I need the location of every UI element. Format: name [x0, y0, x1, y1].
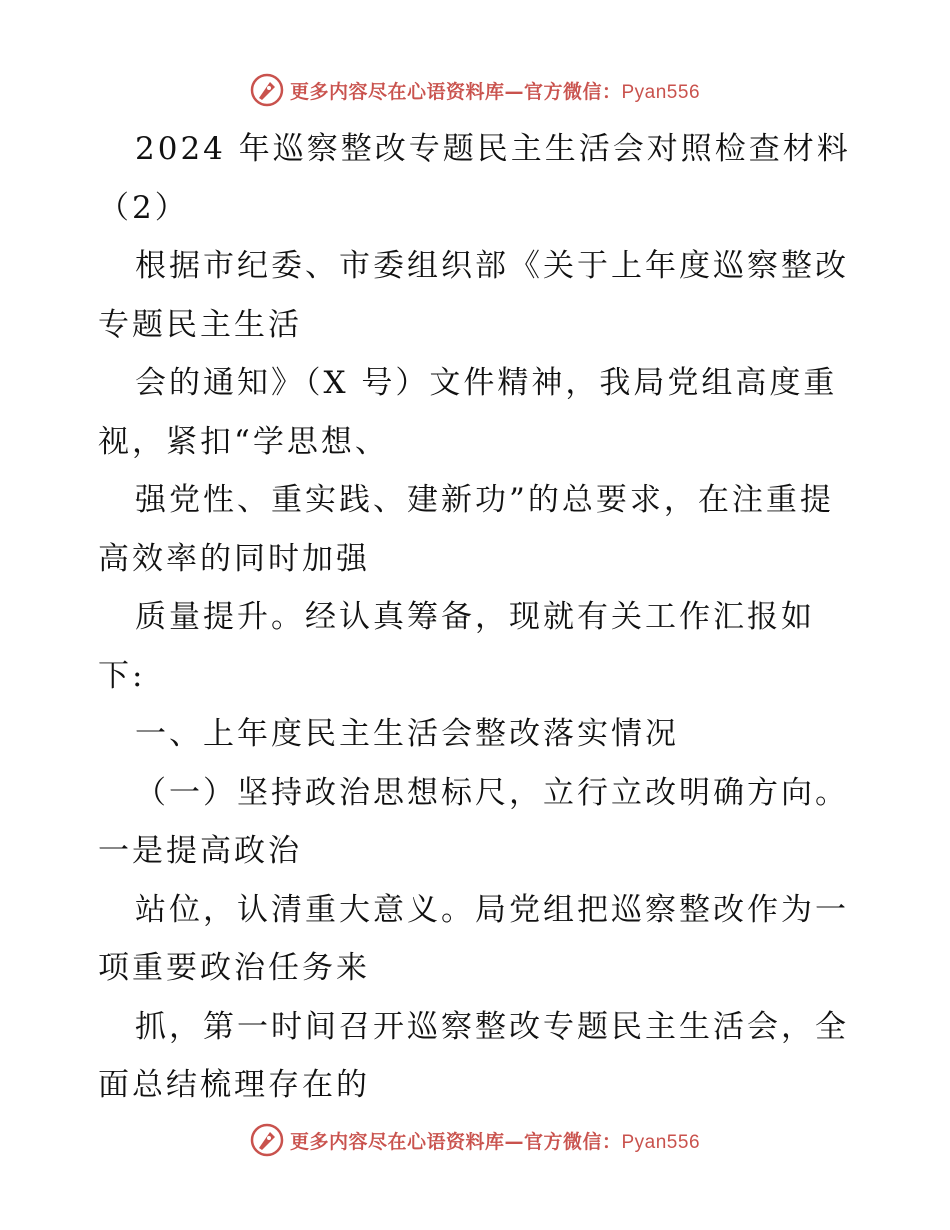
watermark-header [0, 70, 950, 110]
watermark-text: 更多内容尽在心语资料库—官方微信：Pyan556 [289, 80, 701, 103]
paragraph-line: 抓，第一时间召开巡察整改专题民主生活会，全 [135, 1008, 849, 1045]
document-body [98, 120, 858, 1115]
watermark-wechat-id: Pyan556 [621, 81, 701, 103]
section-heading: 一、上年度民主生活会整改落实情况 [135, 716, 679, 752]
document-title: 2024 年巡察整改专题民主生活会对照检查材料 [135, 131, 851, 167]
pen-nib-logo-icon [250, 1123, 284, 1157]
paragraph-line: 质量提升。经认真筹备，现就有关工作汇报如 [135, 599, 815, 635]
watermark-wechat-id: Pyan556 [621, 1131, 701, 1153]
paragraph-line: 一是提高政治 [98, 833, 302, 869]
document-title-continuation: （2） [98, 189, 189, 226]
subsection-heading: （一）坚持政治思想标尺，立行立改明确方向。 [135, 774, 849, 811]
paragraph-line: 专题民主生活 [98, 306, 302, 343]
pen-nib-logo-icon [250, 73, 284, 107]
paragraph-line: 站位，认清重大意义。局党组把巡察整改作为一 [135, 891, 849, 928]
paragraph-line: 会的通知》（X 号）文件精神，我局党组高度重 [135, 365, 838, 401]
paragraph-line: 视，紧扣“学思想、 [98, 423, 389, 460]
paragraph-line: 面总结梳理存在的 [98, 1067, 370, 1103]
watermark-text: 更多内容尽在心语资料库—官方微信：Pyan556 [289, 1130, 701, 1153]
paragraph-line: 项重要政治任务来 [98, 950, 370, 986]
watermark-footer [0, 1120, 950, 1160]
paragraph-line: 高效率的同时加强 [98, 540, 370, 577]
paragraph-line: 强党性、重实践、建新功”的总要求，在注重提 [135, 482, 834, 518]
paragraph-line: 下: [98, 657, 146, 694]
paragraph-line: 根据市纪委、市委组织部《关于上年度巡察整改 [135, 248, 849, 284]
